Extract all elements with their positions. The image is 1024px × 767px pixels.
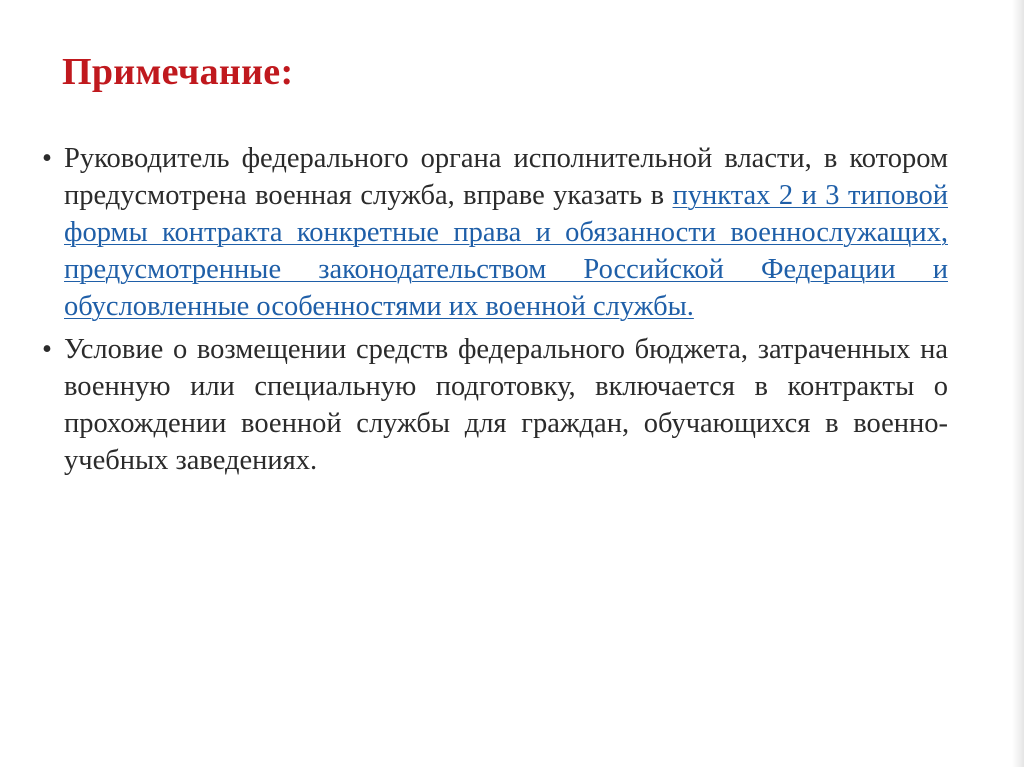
slide-edge-shadow <box>1012 0 1024 767</box>
bullet-text: Руководитель федерального органа исполнительной власти, в котором предусмотрена военная служба, вправе указать в <box>64 143 948 211</box>
list-item <box>42 331 948 479</box>
list-item <box>42 140 948 325</box>
bullet-icon: • <box>42 143 52 174</box>
bullet-icon: • <box>42 334 52 365</box>
bullet-text: Условие о возмещении средств федерального бюджета, затраченных на военную или специальную подготовку, включается в контракты о прохождении военной службы для граждан, обучающихся в военно-учебных заведениях. <box>64 334 948 476</box>
bullet-list <box>42 140 948 485</box>
contract-form-link[interactable]: пунктах 2 и 3 типовой формы контракта конкретные права и обязанности военнослужащих, предусмотренные законодательством Российской Федерации и обусловленные особенностями их военной службы. <box>64 180 948 322</box>
slide-title: Примечание: <box>62 51 294 93</box>
